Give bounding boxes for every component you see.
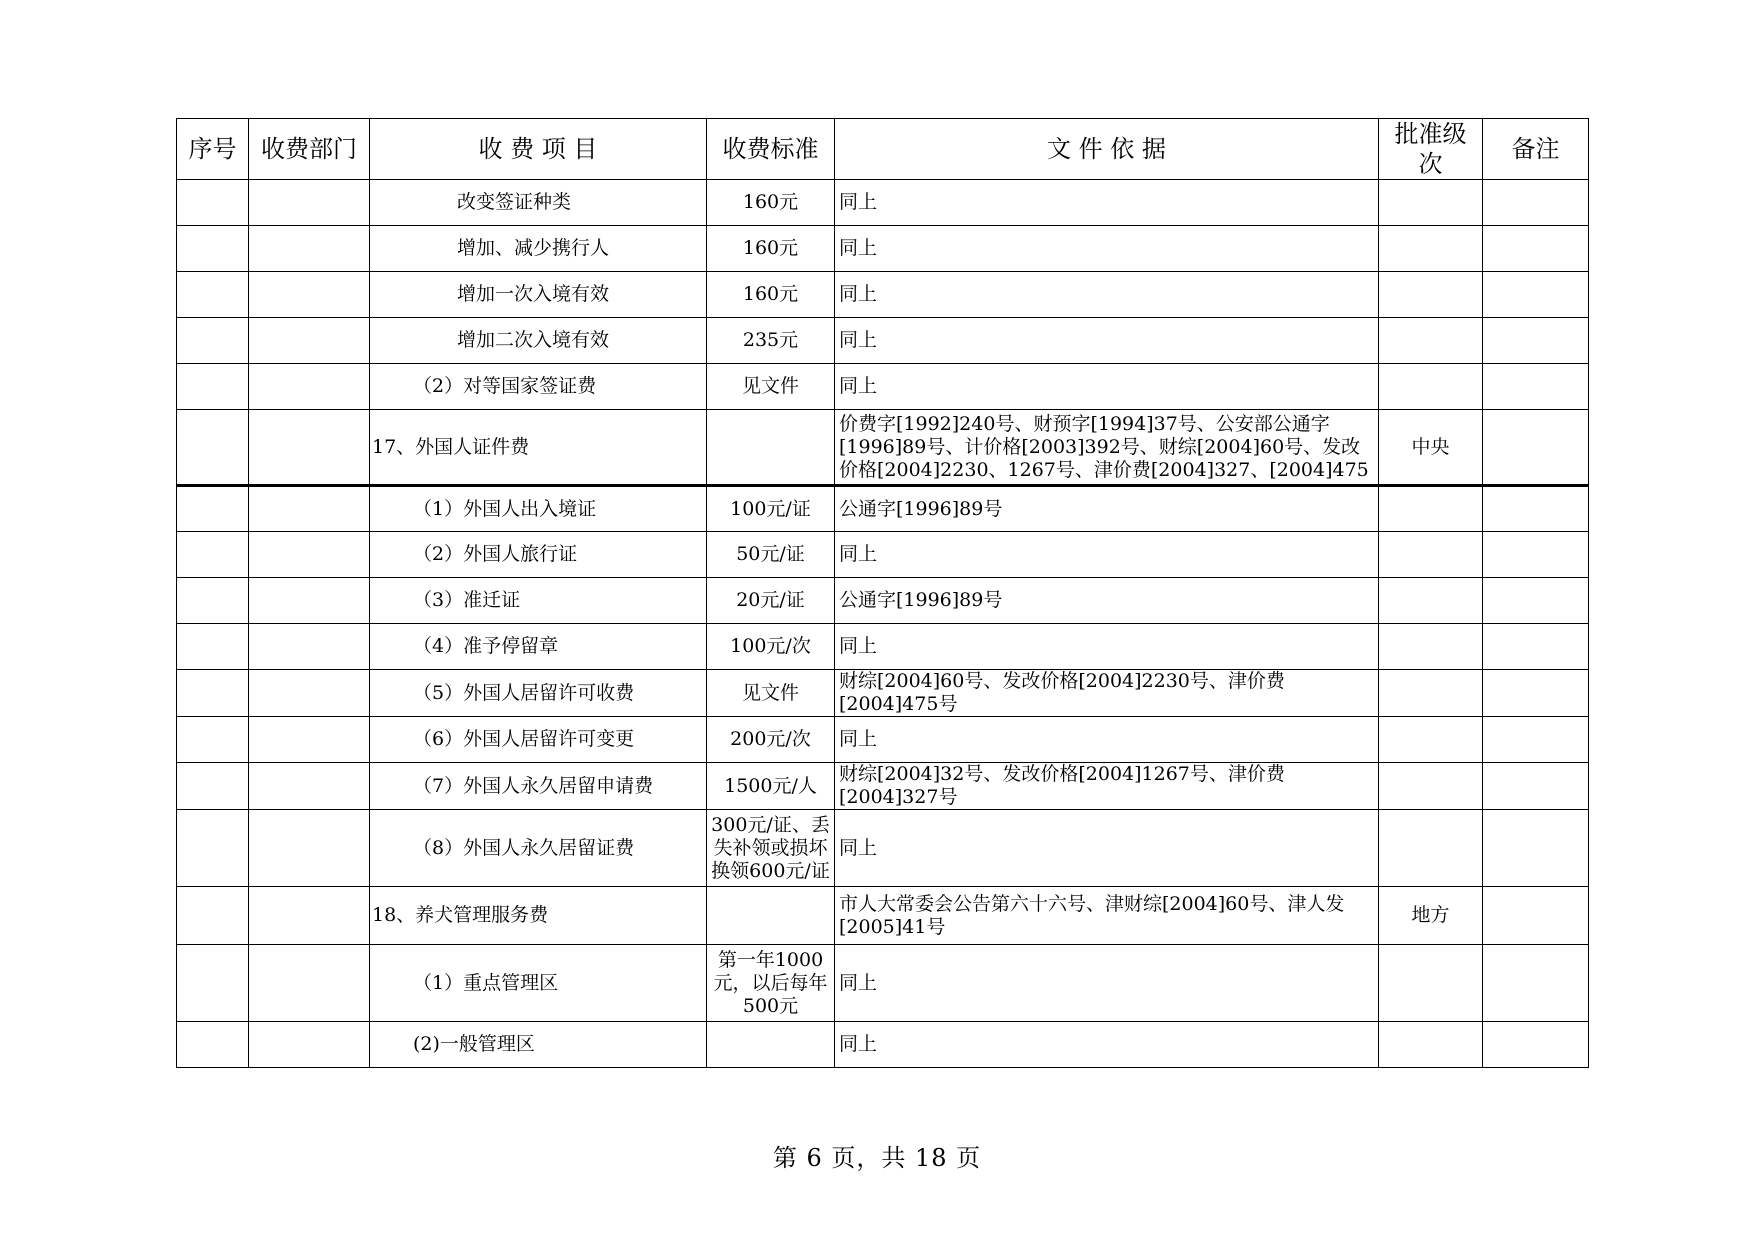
note-cell [1483,810,1589,887]
item-cell: （1）外国人出入境证 [370,486,707,532]
standard-cell: 300元/证、丢失补领或损坏换领600元/证 [707,810,835,887]
dept-cell [249,810,370,887]
note-cell [1483,532,1589,578]
dept-cell [249,763,370,810]
dept-cell [249,180,370,226]
seq-cell [177,624,249,670]
document-cell: 公通字[1996]89号 [835,486,1379,532]
item-cell: （5）外国人居留许可收费 [370,670,707,717]
dept-cell [249,532,370,578]
fee-table [176,118,1589,1068]
standard-cell: 160元 [707,180,835,226]
seq-cell [177,318,249,364]
dept-cell [249,364,370,410]
level-cell: 地方 [1379,887,1483,945]
item-cell: (2)一般管理区 [370,1022,707,1068]
note-cell [1483,364,1589,410]
level-cell [1379,763,1483,810]
dept-cell [249,887,370,945]
note-cell [1483,486,1589,532]
note-cell [1483,1022,1589,1068]
seq-cell [177,532,249,578]
document-cell: 同上 [835,624,1379,670]
document-cell: 同上 [835,810,1379,887]
note-cell [1483,578,1589,624]
seq-cell [177,226,249,272]
table-row [177,1022,1589,1068]
document-cell: 同上 [835,318,1379,364]
seq-cell [177,1022,249,1068]
item-cell: 增加二次入境有效 [370,318,707,364]
seq-cell [177,578,249,624]
dept-cell [249,717,370,763]
standard-cell: 见文件 [707,670,835,717]
level-cell [1379,180,1483,226]
item-cell: （1）重点管理区 [370,945,707,1022]
header-level: 批准级次 [1379,119,1483,180]
document-cell: 同上 [835,272,1379,318]
seq-cell [177,410,249,486]
document-cell: 价费字[1992]240号、财预字[1994]37号、公安部公通字[1996]89号、计价格[2003]392号、财综[2004]60号、发改价格[2004]2230、1267号、津价费[2004]327、[2004]475 [835,410,1379,486]
level-cell [1379,318,1483,364]
note-cell [1483,410,1589,486]
dept-cell [249,624,370,670]
document-cell: 财综[2004]32号、发改价格[2004]1267号、津价费[2004]327号 [835,763,1379,810]
item-cell: （4）准予停留章 [370,624,707,670]
header-row [177,119,1589,180]
seq-cell [177,670,249,717]
header-seq: 序号 [177,119,249,180]
document-cell: 同上 [835,945,1379,1022]
standard-cell: 见文件 [707,364,835,410]
item-cell: （2）外国人旅行证 [370,532,707,578]
table-row [177,887,1589,945]
level-cell [1379,364,1483,410]
level-cell [1379,1022,1483,1068]
level-cell [1379,670,1483,717]
standard-cell: 第一年1000元，以后每年500元 [707,945,835,1022]
table-row [177,578,1589,624]
document-cell: 同上 [835,180,1379,226]
level-cell [1379,717,1483,763]
table-row [177,180,1589,226]
table-row [177,810,1589,887]
note-cell [1483,318,1589,364]
table-row [177,318,1589,364]
item-cell: 增加、减少携行人 [370,226,707,272]
table-row [177,226,1589,272]
page-footer: 第 6 页，共 18 页 [772,1144,982,1172]
document-cell: 同上 [835,717,1379,763]
table-row [177,945,1589,1022]
dept-cell [249,578,370,624]
item-cell: （7）外国人永久居留申请费 [370,763,707,810]
standard-cell: 20元/证 [707,578,835,624]
standard-cell [707,410,835,486]
dept-cell [249,1022,370,1068]
seq-cell [177,486,249,532]
standard-cell: 160元 [707,226,835,272]
standard-cell: 100元/次 [707,624,835,670]
standard-cell: 235元 [707,318,835,364]
standard-cell: 160元 [707,272,835,318]
table-row [177,364,1589,410]
standard-cell [707,887,835,945]
item-cell: （2）对等国家签证费 [370,364,707,410]
dept-cell [249,945,370,1022]
table-row [177,486,1589,532]
item-cell: 17、外国人证件费 [370,410,707,486]
level-cell [1379,624,1483,670]
item-cell: 改变签证种类 [370,180,707,226]
item-cell: （8）外国人永久居留证费 [370,810,707,887]
item-cell: 18、养犬管理服务费 [370,887,707,945]
level-cell [1379,810,1483,887]
note-cell [1483,717,1589,763]
level-cell [1379,226,1483,272]
dept-cell [249,486,370,532]
table-row [177,717,1589,763]
item-cell: 增加一次入境有效 [370,272,707,318]
level-cell [1379,532,1483,578]
dept-cell [249,318,370,364]
header-note: 备注 [1483,119,1589,180]
level-cell [1379,486,1483,532]
table-row [177,410,1589,486]
seq-cell [177,180,249,226]
table-row [177,670,1589,717]
dept-cell [249,670,370,717]
note-cell [1483,226,1589,272]
table-row [177,532,1589,578]
dept-cell [249,226,370,272]
seq-cell [177,763,249,810]
seq-cell [177,887,249,945]
note-cell [1483,945,1589,1022]
header-item: 收 费 项 目 [370,119,707,180]
level-cell: 中央 [1379,410,1483,486]
seq-cell [177,272,249,318]
level-cell [1379,272,1483,318]
note-cell [1483,670,1589,717]
note-cell [1483,763,1589,810]
note-cell [1483,624,1589,670]
table-row [177,763,1589,810]
document-cell: 财综[2004]60号、发改价格[2004]2230号、津价费[2004]475号 [835,670,1379,717]
document-cell: 市人大常委会公告第六十六号、津财综[2004]60号、津人发[2005]41号 [835,887,1379,945]
note-cell [1483,272,1589,318]
dept-cell [249,410,370,486]
header-standard: 收费标准 [707,119,835,180]
table-row [177,624,1589,670]
document-cell: 同上 [835,532,1379,578]
seq-cell [177,945,249,1022]
item-cell: （6）外国人居留许可变更 [370,717,707,763]
standard-cell [707,1022,835,1068]
item-cell: （3）准迁证 [370,578,707,624]
document-cell: 公通字[1996]89号 [835,578,1379,624]
note-cell [1483,887,1589,945]
document-cell: 同上 [835,364,1379,410]
dept-cell [249,272,370,318]
standard-cell: 1500元/人 [707,763,835,810]
table-row [177,272,1589,318]
level-cell [1379,578,1483,624]
standard-cell: 50元/证 [707,532,835,578]
note-cell [1483,180,1589,226]
header-dept: 收费部门 [249,119,370,180]
document-cell: 同上 [835,1022,1379,1068]
seq-cell [177,810,249,887]
standard-cell: 200元/次 [707,717,835,763]
header-document: 文 件 依 据 [835,119,1379,180]
document-cell: 同上 [835,226,1379,272]
seq-cell [177,717,249,763]
seq-cell [177,364,249,410]
standard-cell: 100元/证 [707,486,835,532]
level-cell [1379,945,1483,1022]
